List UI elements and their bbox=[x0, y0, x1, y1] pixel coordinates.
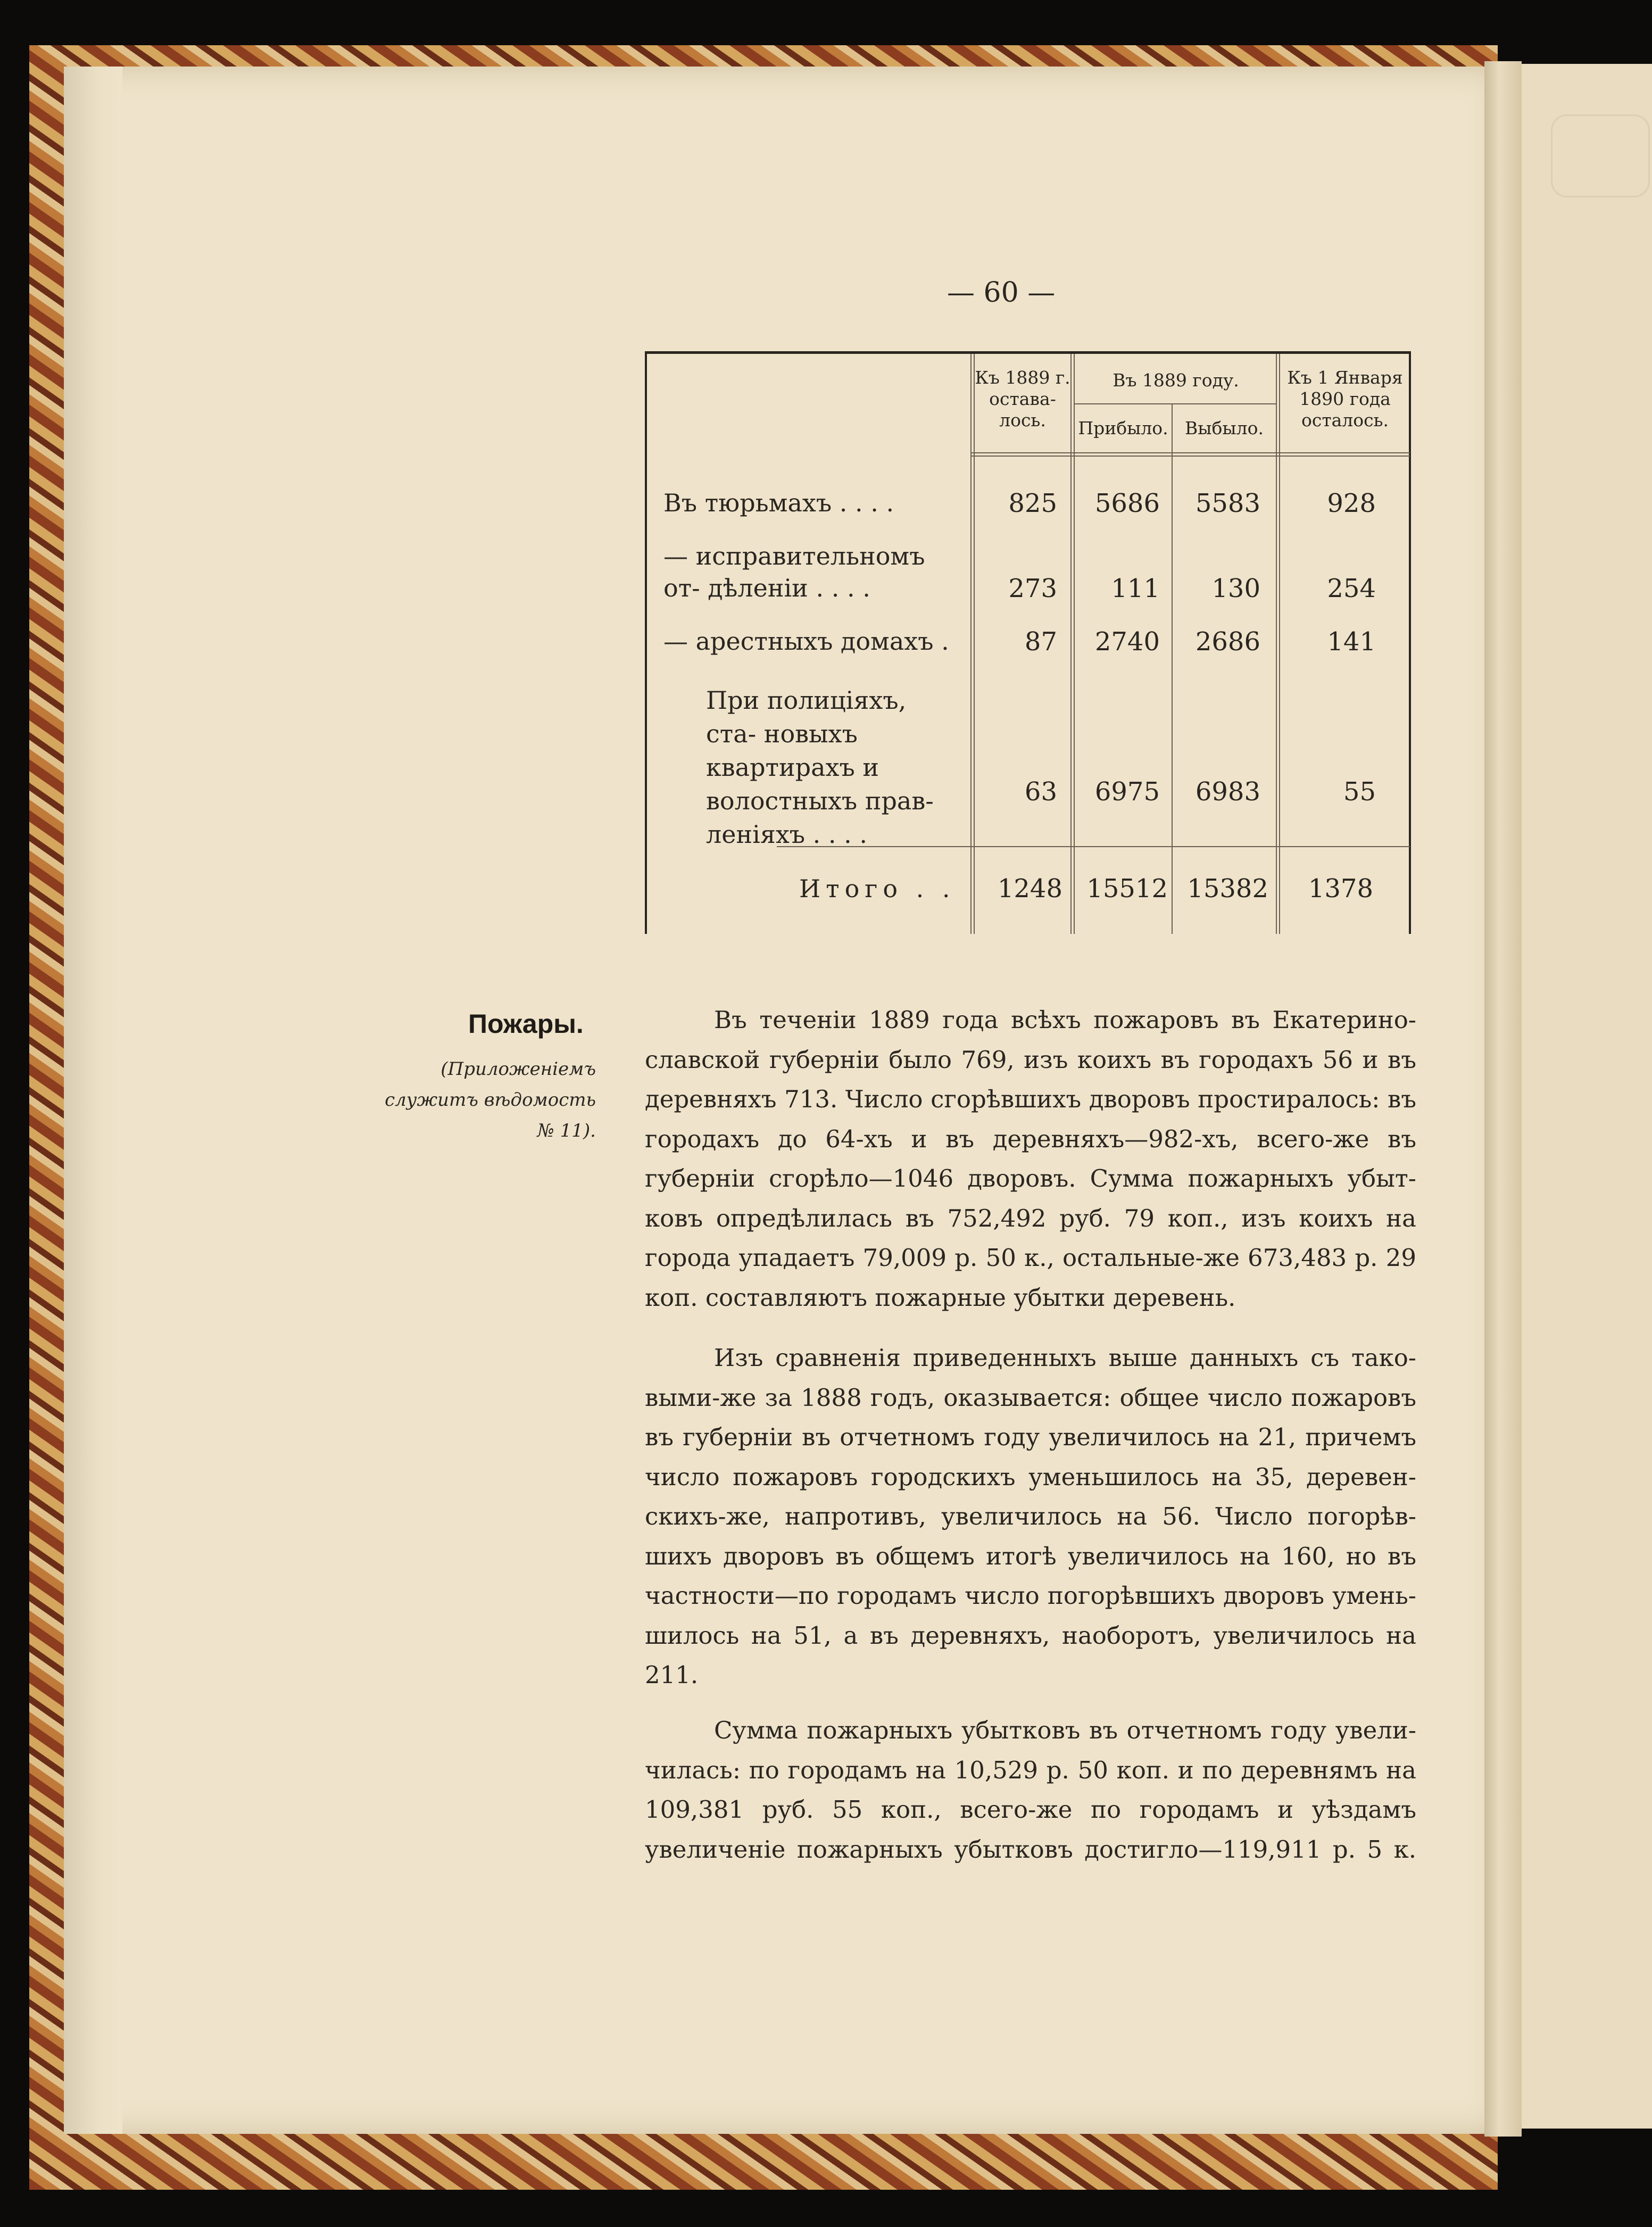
cell: 2740 bbox=[1094, 627, 1160, 657]
embossed-stamp bbox=[1551, 114, 1650, 197]
cell: 130 bbox=[1211, 574, 1260, 603]
header-col-1890-remaining: Къ 1 Января 1890 года осталось. bbox=[1287, 367, 1403, 431]
cell: 2686 bbox=[1195, 627, 1260, 657]
page-number: — 60 — bbox=[947, 277, 1056, 309]
total-cell: 15382 bbox=[1187, 874, 1268, 904]
paragraph: Въ теченіи 1889 года всѣхъ пожаровъ въ Екатерино- славской губерніи было 769, изъ коихъ въ городахъ 56 и въ деревняхъ 713. Число сгорѣвшихъ дворовъ простиралось: въ городахъ до 64-хъ и въ деревняхъ—982-хъ, всего-же въ губерніи сгорѣло—1046 дворовъ. Сумма пожарныхъ убыт- ковъ опредѣлилась въ 752,492 руб. 79 коп., изъ коихъ на города упадаетъ 79,009 р. 50 к., остальные-же 673,483 р. 29 коп. составляютъ пожарные убытки деревень. bbox=[645, 1006, 1416, 1312]
total-cell: 1378 bbox=[1308, 874, 1373, 904]
total-cell: 15512 bbox=[1086, 874, 1168, 904]
cell: 87 bbox=[1024, 627, 1057, 657]
cell: 63 bbox=[1024, 777, 1057, 807]
header-col-1889-start: Къ 1889 г. остава- лось. bbox=[975, 367, 1070, 431]
cell: 5686 bbox=[1094, 489, 1160, 518]
total-label: Итого . . bbox=[799, 874, 956, 903]
header-group-1889: Въ 1889 году. bbox=[1113, 370, 1239, 391]
cell: 928 bbox=[1327, 489, 1376, 518]
row-label-police: При полиціяхъ, ста- новыхъ квартирахъ и волостныхъ прав- леніяхъ . . . . bbox=[706, 686, 934, 849]
cell: 6975 bbox=[1094, 777, 1160, 807]
cell: 5583 bbox=[1195, 489, 1260, 518]
facing-page bbox=[1522, 64, 1652, 2129]
row-label-arrest-houses: — арестныхъ домахъ . bbox=[663, 627, 949, 656]
row-label-prisons: Въ тюрьмахъ . . . . bbox=[663, 489, 894, 517]
cell: 273 bbox=[1008, 574, 1057, 603]
prisoners-table bbox=[645, 351, 1411, 937]
paragraph: Сумма пожарныхъ убытковъ въ отчетномъ году увели- чилась: по городамъ на 10,529 р. 50 коп. и по деревнямъ на 109,381 руб. 55 коп., всего-же по городамъ и уѣздамъ увеличеніе пожарныхъ убытковъ достигло—119,911 р. 5 к. bbox=[645, 1716, 1416, 1864]
row-label-correctional: — исправительномъ от- дѣленіи . . . . bbox=[663, 542, 925, 602]
book-gutter bbox=[1484, 61, 1522, 2137]
section-title: Пожары. bbox=[468, 1009, 584, 1039]
cell: 111 bbox=[1111, 574, 1160, 603]
page-edge bbox=[64, 67, 122, 2134]
total-cell: 1248 bbox=[997, 874, 1062, 904]
cell: 825 bbox=[1008, 489, 1057, 518]
cell: 6983 bbox=[1195, 777, 1260, 807]
header-arrived: Прибыло. bbox=[1078, 418, 1168, 438]
cell: 55 bbox=[1343, 777, 1376, 807]
header-departed: Выбыло. bbox=[1185, 418, 1264, 438]
paragraph: Изъ сравненія приведенныхъ выше данныхъ съ тако- выми-же за 1888 годъ, оказывается: общее число пожаровъ въ губерніи въ отчетномъ году увеличилось на 21, причемъ число пожаровъ городскихъ уменьшилось на 35, деревен- скихъ-же, напротивъ, увеличилось на 56. Число погорѣв- шихъ дворовъ въ общемъ итогѣ увеличилось на 160, но въ частности—по городамъ число погорѣвшихъ дворовъ умень- шилось на 51, а въ деревняхъ, наоборотъ, увеличилось на 211. bbox=[645, 1344, 1416, 1689]
cell: 254 bbox=[1327, 574, 1376, 603]
cell: 141 bbox=[1327, 627, 1376, 657]
section-note: (Приложеніемъ служитъ вѣдомость № 11). bbox=[385, 1058, 596, 1141]
